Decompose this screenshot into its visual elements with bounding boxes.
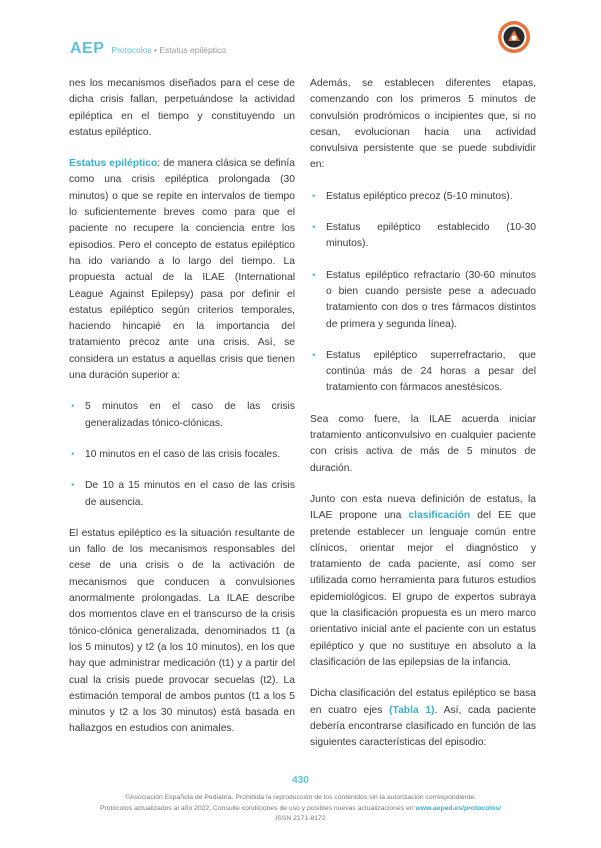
list-item: • 5 minutos en el caso de las crisis generalizadas tónico-clónicas.	[69, 399, 295, 432]
list-item: • Estatus epiléptico refractario (30-60 minutos o bien cuando persiste pese a adecuado tratamiento con dos o tres fármacos distintos de primera y segunda línea).	[310, 268, 536, 333]
paragraph: Sea como fuere, la ILAE acuerda iniciar tratamiento anticonvulsivo en cualquier paciente con crisis activa de más de 5 minutos de duración.	[310, 413, 536, 474]
clasificacion-link[interactable]: clasificación	[408, 510, 471, 522]
paragraph: nes los mecanismos diseñados para el cese de dicha crisis fallan, perpetuándose la actividad epiléptica en el tiempo y constituyendo un estatus epiléptico.	[69, 78, 295, 138]
term-estatus-epileptico: Estatus epiléptico	[69, 158, 158, 170]
protocols-url-link[interactable]: www.aeped.es/protocolos/	[415, 804, 501, 812]
document-header	[70, 40, 226, 62]
bullet-list	[69, 399, 295, 510]
breadcrumb	[111, 45, 226, 55]
copyright-line: ©Asociación Española de Pediatría. Prohibida la reproducción de los contenidos sin la autorización correspondiente.	[124, 794, 477, 801]
left-column	[69, 76, 295, 753]
page-number: 430	[292, 775, 309, 786]
list-item: • Estatus epiléptico establecido (10-30 minutos).	[310, 220, 536, 253]
paragraph: Además, se establecen diferentes etapas, comenzando con los primeros 5 minutos de convulsión prodrómicos o incipientes que, si no cesan, evolucionan hacia una actividad convulsiva persistente que se puede subdividir en:	[310, 78, 536, 171]
tabla-1-link[interactable]: (Tabla 1)	[389, 704, 435, 716]
bullet-list	[310, 189, 536, 397]
list-item: • De 10 a 15 minutos en el caso de las crisis de ausencia.	[69, 478, 295, 511]
update-line: Protocolos actualizados al año 2022. Consulte condiciones de uso y posibles nuevas actualizaciones en www.aeped.es/protocolos/	[100, 804, 501, 812]
paragraph: Junto con esta nueva definición de estatus, la ILAE propone una clasificación del EE que pretende establecer un lenguaje común entre clínicos, orientar mejor el diagnóstico y tratamiento de cada paciente, así como ser utilizada como herramienta para futuros estudios epidemiológicos. El grupo de expertos subraya que la clasificación propuesta es un mero marco orientativo inicial ante el paciente con un estatus epiléptico y que no sustituye en absoluto a la clasificación de las epilepsias de la infancia.	[310, 493, 536, 668]
right-column	[310, 76, 536, 766]
organization-badge-icon	[497, 20, 531, 54]
document-footer	[0, 793, 601, 825]
list-item: • Estatus epiléptico superrefractario, que continúa más de 24 horas a pesar del tratamiento con fármacos anestésicos.	[310, 348, 536, 397]
list-item: • Estatus epiléptico precoz (5-10 minutos).	[310, 189, 536, 205]
aep-logo: AEP	[70, 40, 105, 57]
paragraph: Dicha clasificación del estatus epiléptico se basa en cuatro ejes (Tabla 1). Así, cada paciente debería encontrarse clasificado en función de las siguientes características del episodio:	[310, 688, 537, 749]
breadcrumb-separator: •	[153, 45, 157, 55]
breadcrumb-section[interactable]: Protocolos	[111, 45, 152, 55]
list-item: • 10 minutos en el caso de las crisis focales.	[69, 447, 295, 463]
paragraph: El estatus epiléptico es la situación resultante de un fallo de los mecanismos responsables del cese de una crisis o de la activación de mecanismos que conducen a convulsiones anormalmente prolongadas. La ILAE describe dos momentos clave en el transcurso de la crisis tónico-clónica generalizada, denominados t1 (a los 5 minutos) y t2 (a los 10 minutos), en los que hay que administrar medicación (t1) y a partir del cual la crisis puede provocar secuelas (t2). La estimación temporal de ambos puntos (t1 a los 5 minutos y t2 a los 30 minutos) está basada en hallazgos en estudios con animales.	[69, 527, 295, 735]
breadcrumb-title: Estatus epiléptico	[159, 45, 226, 55]
paragraph-definition: Estatus epiléptico: de manera clásica se definía como una crisis epiléptica prolongada (30 minutos) o que se repite en intervalos de tiempo lo suficientemente breves como para que el paciente no recupere la conciencia entre los episodios. Pero el concepto de estatus epiléptico ha ido variando a lo largo del tiempo. La propuesta actual de la ILAE (International League Against Epilepsy) pasa por definir el estatus epiléptico según criterios temporales, haciendo hincapié en la importancia del tratamiento precoz ante una crisis. Así, se considera un estatus a aquellas crisis que tienen una duración superior a:	[69, 158, 295, 382]
issn-line: ISSN 2171-8172	[275, 815, 326, 822]
